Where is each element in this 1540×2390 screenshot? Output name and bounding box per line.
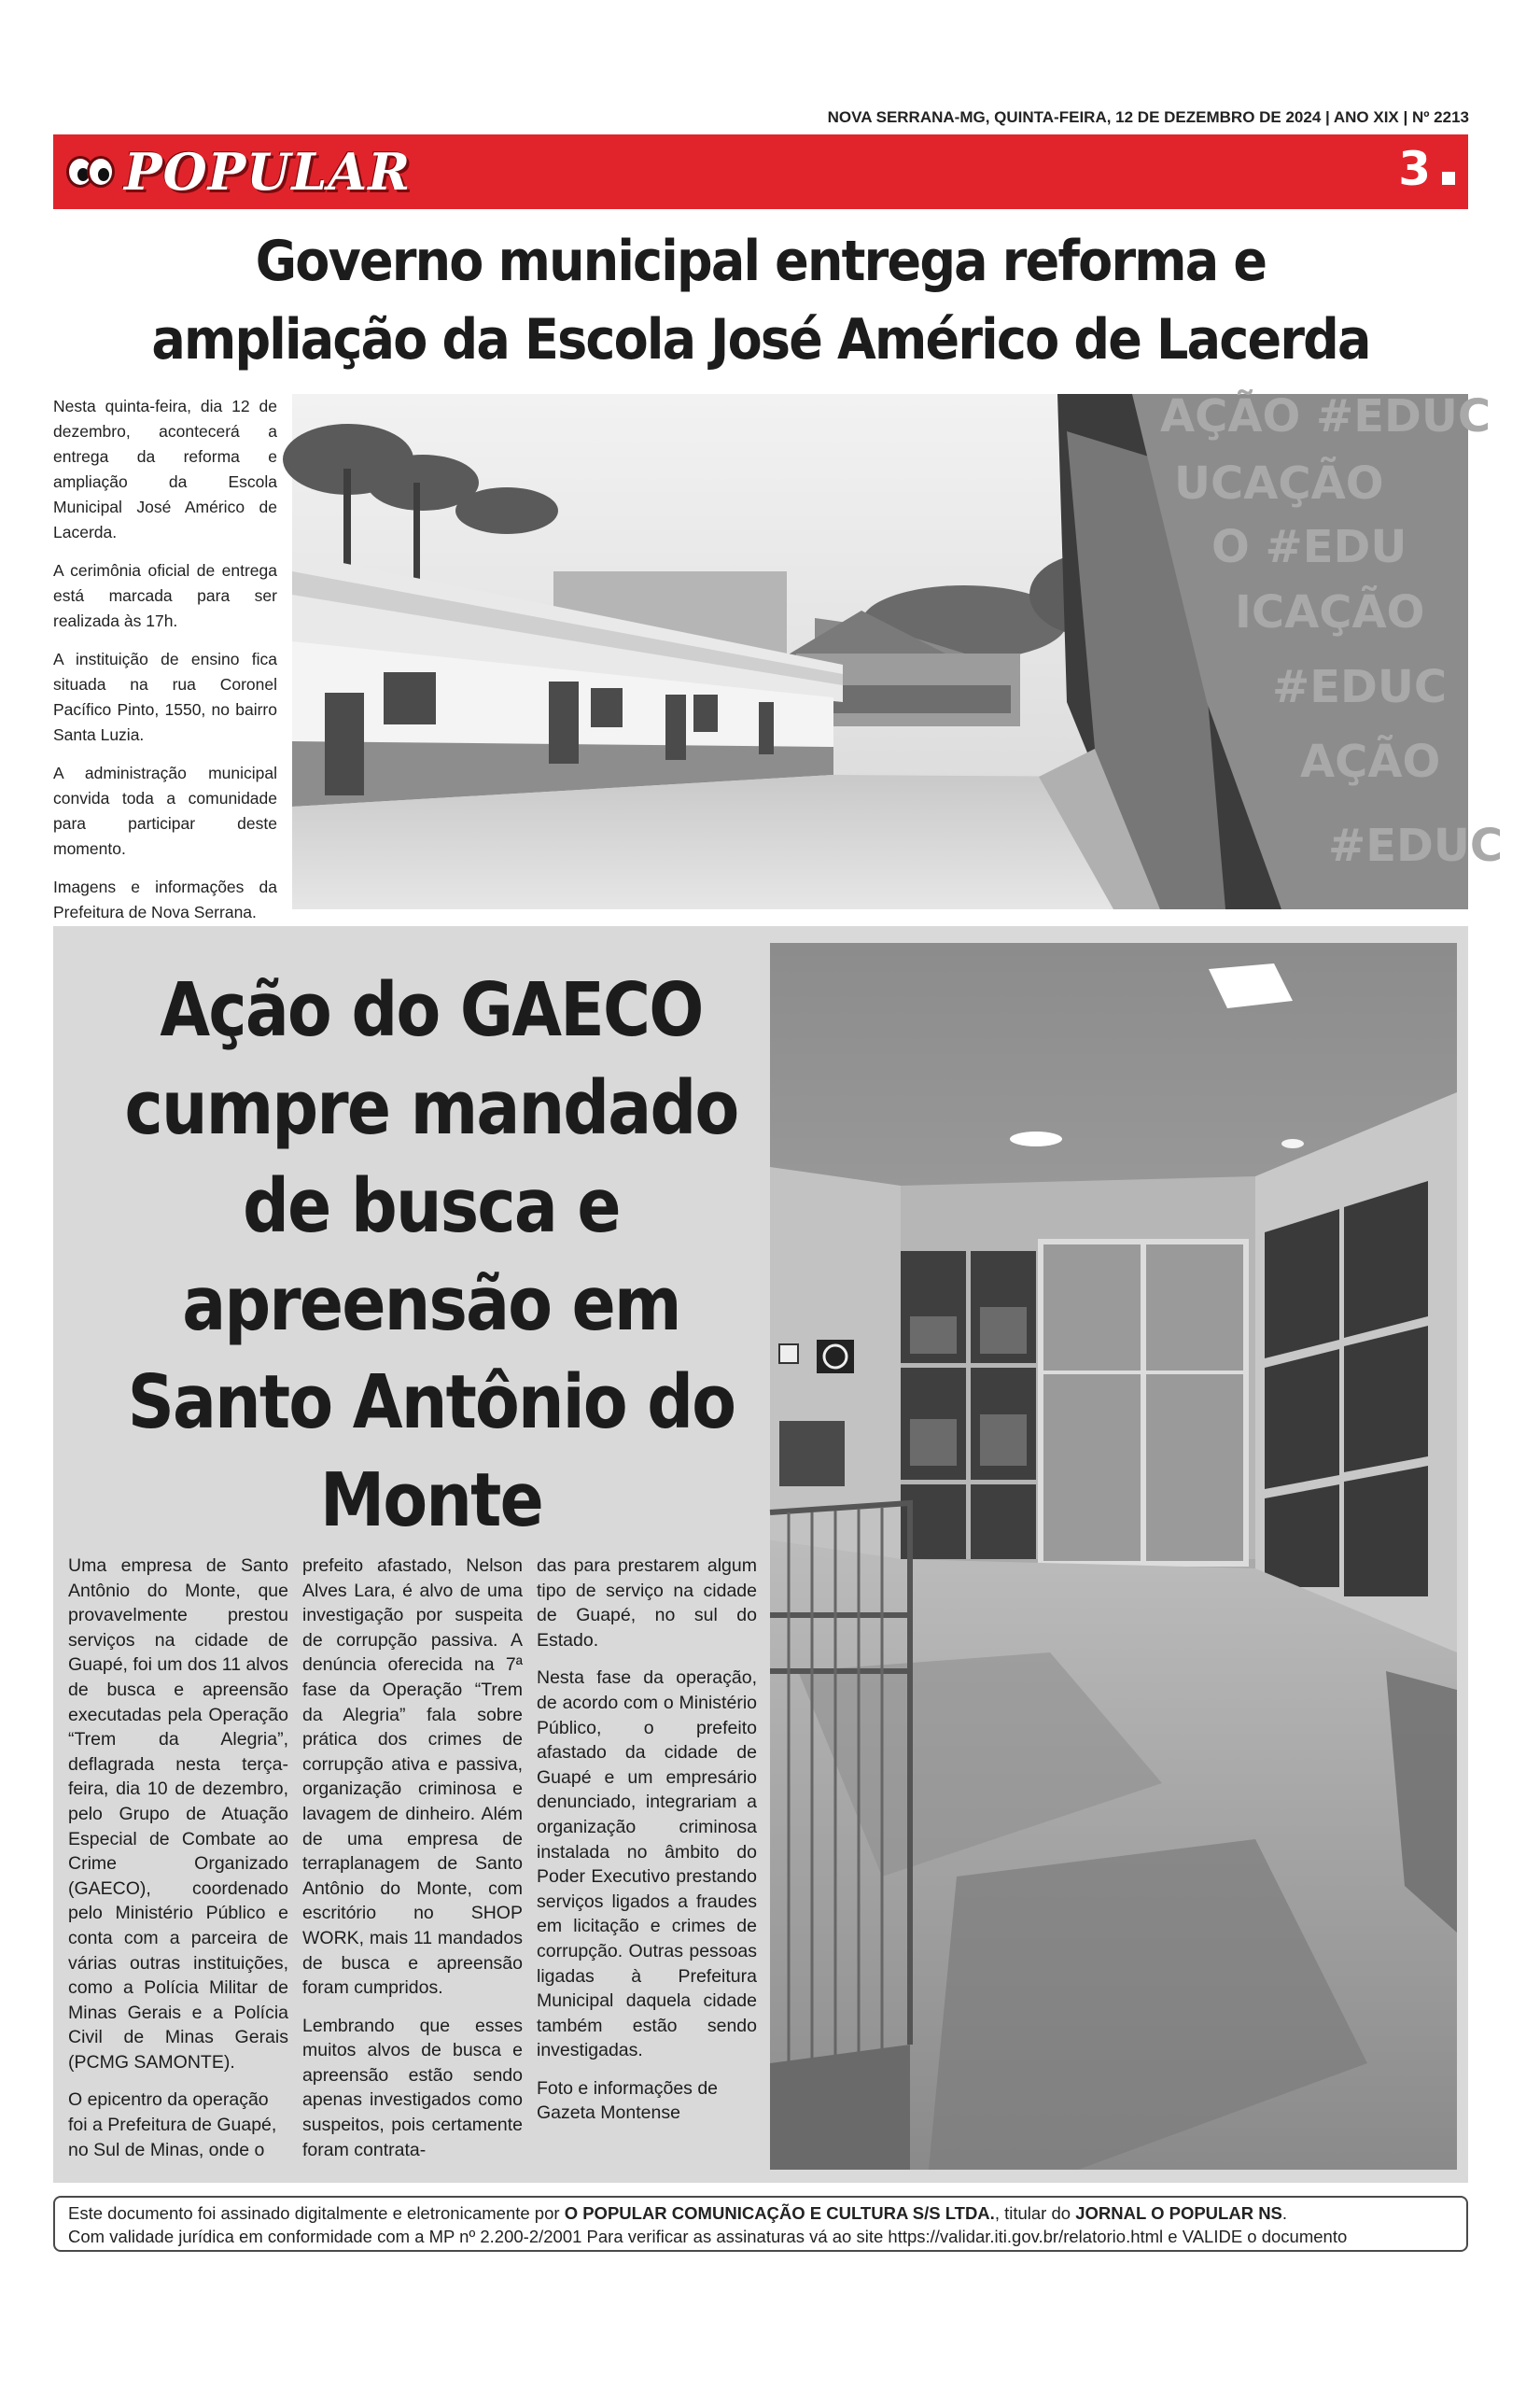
story2-column-3 <box>537 1554 757 2139</box>
logo-text: POPULAR <box>124 142 412 202</box>
overlay-word: AÇÃO <box>1300 736 1441 788</box>
school-photo <box>292 390 1504 909</box>
page-number: 3 <box>1398 142 1455 196</box>
overlay-word: ICAÇÃO <box>1235 586 1425 639</box>
story2-paragraph: Uma empresa de Santo Antônio do Monte, que provavelmente prestou serviços na cidade de Guapé, foi um dos 11 alvos de busca e apreensão executadas pela Operação “Trem da Alegria”, deflagrada nesta terça-feira, dia 10 de dezembro, pelo Grupo de Atuação Especial de Combate ao Crime Organizado (GAECO), coordenado pelo Ministério Público e conta com a parceira de várias outras instituições, como a Polícia Militar de Minas Gerais e a Polícia Civil de Minas Gerais (PCMG SAMONTE). <box>68 1555 288 2073</box>
footer-line-1: Este documento foi assinado digitalmente e eletronicamente por O POPULAR COMUNICAÇÃO E CULTURA S/S LTDA., titular do JORNAL O POPULAR NS. <box>68 2203 1288 2223</box>
story2-column-2 <box>302 1554 523 2175</box>
story2-paragraph: Lembrando que esses muitos alvos de busca e apreensão estão sendo apenas investigados como suspeitos, pois certamente foram contrata- <box>302 2015 523 2160</box>
dateline: NOVA SERRANA-MG, QUINTA-FEIRA, 12 DE DEZEMBRO DE 2024 | ANO XIX | Nº 2213 <box>827 108 1469 126</box>
story2-paragraph: O epicentro da operação foi a Prefeitura de Guapé, no Sul de Minas, onde o <box>68 2089 277 2160</box>
story2-column-1 <box>68 1554 288 2175</box>
overlay-word: #EDUC <box>1328 820 1504 872</box>
gaeco-story-box <box>53 926 1468 2183</box>
overlay-word: O #EDU <box>1211 521 1407 573</box>
story1-text <box>53 394 277 938</box>
story1-paragraph: A cerimônia oficial de entrega está marcada para ser realizada às 17h. <box>53 561 277 630</box>
overlay-word: AÇÃO #EDUC <box>1160 390 1491 443</box>
footer-line-2: Com validade jurídica em conformidade com a MP nº 2.200-2/2001 Para verificar as assinaturas vá ao site https://validar.iti.gov.br/relatorio.html e VALIDE o documento <box>68 2227 1348 2246</box>
story1-paragraph: A instituição de ensino fica situada na rua Coronel Pacífico Pinto, 1550, no bairro Santa Luzia. <box>53 650 277 744</box>
story2-paragraph: Foto e informações de Gazeta Montense <box>537 2077 719 2124</box>
square-icon <box>1442 172 1455 185</box>
signature-footer <box>53 2196 1468 2252</box>
story2-paragraph: Nesta fase da operação, de acordo com o Ministério Público, o prefeito afastado da cidade de Guapé e um empresário denunciado, integrariam a organização criminosa instalada no âmbito do Poder Executivo prestando serviços ligados a fraudes em licitação e crimes de corrupção. Outras pessoas ligadas à Prefeitura Municipal daquela cidade também estão sendo investigadas. <box>537 1667 757 2061</box>
eyes-logo-icon <box>64 148 119 196</box>
story2-headline: Ação do GAECO cumpre mandado de busca e apreensão em Santo Antônio do Monte <box>124 967 738 1543</box>
story1-paragraph: Nesta quinta-feira, dia 12 de dezembro, acontecerá a entrega da reforma e ampliação da Escola Municipal José Américo de Lacerda. <box>53 397 277 541</box>
masthead <box>53 134 1468 209</box>
logo[interactable] <box>64 140 411 204</box>
overlay-word: UCAÇÃO <box>1174 457 1384 510</box>
overlay-word: #EDUC <box>1272 661 1448 713</box>
story2-paragraph: das para prestarem algum tipo de serviço na cidade de Guapé, no sul do Estado. <box>537 1555 757 1651</box>
story1-paragraph: Imagens e informações da Prefeitura de Nova Serrana. <box>53 878 277 921</box>
corridor-photo <box>770 943 1457 2170</box>
story1-headline: Governo municipal entrega reforma e ampliação da Escola José Américo de Lacerda <box>151 229 1370 373</box>
story1-paragraph: A administração municipal convida toda a comunidade para participar deste momento. <box>53 764 277 858</box>
story2-paragraph: prefeito afastado, Nelson Alves Lara, é alvo de uma investigação por suspeita de corrupção passiva. A denúncia oferecida na 7ª fase da Operação “Trem da Alegria” fala sobre prática dos crimes de corrupção ativa e passiva, organização criminosa e lavagem de dinheiro. Além de uma empresa de terraplanagem de Santo Antônio do Monte, com escritório no SHOP WORK, mais 11 mandados de busca e apreensão foram cumpridos. <box>302 1555 523 1999</box>
